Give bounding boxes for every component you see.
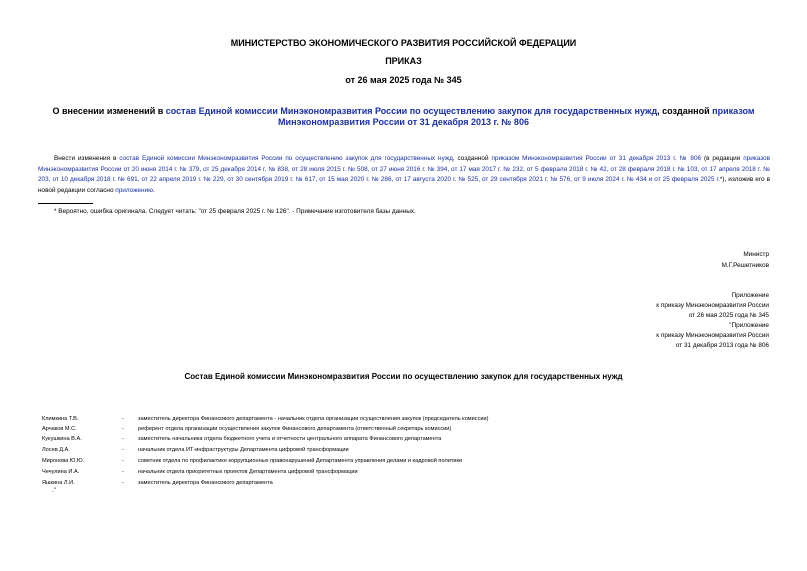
member-desc: начальник отдела ИТ-инфраструктуры Департамента цифровой трансформации — [138, 447, 349, 453]
p1-text-d: . — [152, 186, 155, 194]
end-quote-mark: ." — [52, 488, 56, 494]
title-link-order[interactable]: приказом — [712, 106, 755, 116]
member-name: Лосев Д.А. — [42, 447, 70, 453]
member-dash: - — [122, 469, 124, 475]
member-name: Чечулина И.А. — [42, 469, 80, 475]
composition-title: Состав Единой комиссии Минэкономразвития России по осуществлению закупок для государственных нужд — [184, 372, 623, 381]
member-row — [42, 468, 742, 477]
member-dash: - — [122, 426, 124, 432]
member-dash: - — [122, 416, 124, 422]
member-name: Яшкина Л.И. — [42, 480, 75, 486]
member-row — [42, 457, 742, 466]
p1-link-composition[interactable]: состав Единой комиссии Минэкономразвития России по осуществлению закупок для государственных нужд — [119, 155, 453, 162]
p1-link-order-806[interactable]: приказом Минэкономразвития России от 31 декабря 2013 г. № 806 — [491, 155, 702, 162]
member-desc: советник отдела по профилактике коррупционных правонарушений Департамента управления делами и кадровой политики — [138, 458, 463, 464]
member-desc: заместитель директора Финансового департамента — [138, 480, 273, 486]
member-name: Климкина Т.В. — [42, 416, 79, 422]
footnote-rule — [38, 203, 93, 204]
doc-type-heading: ПРИКАЗ — [385, 56, 422, 66]
member-dash: - — [122, 436, 124, 442]
document-title — [0, 106, 807, 128]
member-desc: заместитель директора Финансового департамента - начальник отдела организации осуществления закупок (председатель комиссии) — [138, 416, 489, 422]
signature-name: М.Г.Решетников — [721, 262, 769, 269]
member-dash: - — [122, 458, 124, 464]
appendix-block — [509, 291, 769, 351]
body-paragraph — [38, 154, 770, 196]
member-desc: начальник отдела приоритетных проектов Департамента цифровой трансформации — [138, 469, 358, 475]
member-name: Арчаков М.С. — [42, 426, 77, 432]
member-dash: - — [122, 480, 124, 486]
member-row — [42, 415, 742, 424]
appendix-line-4: "Приложение — [729, 322, 769, 329]
doc-date-heading: от 26 мая 2025 года № 345 — [345, 75, 462, 85]
member-name: Кукушкина В.А. — [42, 436, 82, 442]
signature-position: Министр — [743, 251, 769, 258]
member-row — [42, 479, 742, 488]
member-row — [42, 446, 742, 455]
appendix-line-5: к приказу Минэкономразвития России — [656, 332, 769, 339]
p1-link-appendix[interactable]: приложению — [115, 186, 153, 194]
title-prefix: О внесении изменений в — [52, 106, 166, 116]
member-row — [42, 435, 742, 444]
title-link-composition[interactable]: состав Единой комиссии Минэкономразвития России по осуществлению закупок для государственных нужд — [165, 106, 658, 116]
member-row — [42, 425, 742, 434]
p1-text-a: Внести изменения в — [54, 155, 120, 162]
member-dash: - — [122, 447, 124, 453]
appendix-line-1: Приложение — [731, 292, 769, 299]
title-link-order-line2[interactable]: Минэкономразвития России от 31 декабря 2013 г. № 806 — [278, 117, 529, 127]
member-name: Миронова Ю.Ю. — [42, 458, 85, 464]
p1-text-mid: , созданной — [452, 155, 492, 162]
p1-text-c: *), изложив его в новой редакции согласно — [38, 176, 770, 194]
document-title-line1 — [0, 106, 807, 117]
appendix-line-3: от 26 мая 2025 года № 345 — [688, 312, 769, 319]
appendix-line-6: от 31 декабря 2013 года № 806 — [675, 342, 769, 349]
member-desc: заместитель начальника отдела бюджетного учета и отчетности центрального аппарата Финансового департамента — [138, 436, 442, 442]
ministry-heading: МИНИСТЕРСТВО ЭКОНОМИЧЕСКОГО РАЗВИТИЯ РОССИЙСКОЙ ФЕДЕРАЦИИ — [230, 38, 577, 48]
p1-link-amending-orders[interactable]: приказов Минэкономразвития России от 20 июня 2014 г. № 379, от 25 декабря 2014 г. № 838, от 28 июля 2015 г. № 508, от 27 июня 2016 г. № 394, от 17 мая 2017 г. № 232, от 5 февраля 2018 г. № 42, от 28 февраля 2018 г. № 103, от 17 апреля 2018 г. № 203, от 10 декабря 2018 г. № 691, от 22 апреля 2019 г. № 229, от 30 сентября 2019 г. № 617, от 15 мая 2020 г. № 286, от 17 августа 2020 г. № 525, от 29 сентября 2021 г. № 576, от 9 июля 2024 г. № 434 и от 25 февраля 2025 г. — [38, 155, 770, 183]
appendix-line-2: к приказу Минэкономразвития России — [656, 302, 769, 309]
footnote: * Вероятно, ошибка оригинала. Следует читать: "от 25 февраля 2025 г. № 126". - Примечание изготовителя базы данных. — [54, 208, 416, 215]
title-middle: , созданной — [657, 106, 713, 116]
p1-text-b: (в редакции — [701, 155, 744, 162]
member-desc: референт отдела организации осуществления закупок Финансового департамента (ответственный секретарь комиссии) — [138, 426, 452, 432]
